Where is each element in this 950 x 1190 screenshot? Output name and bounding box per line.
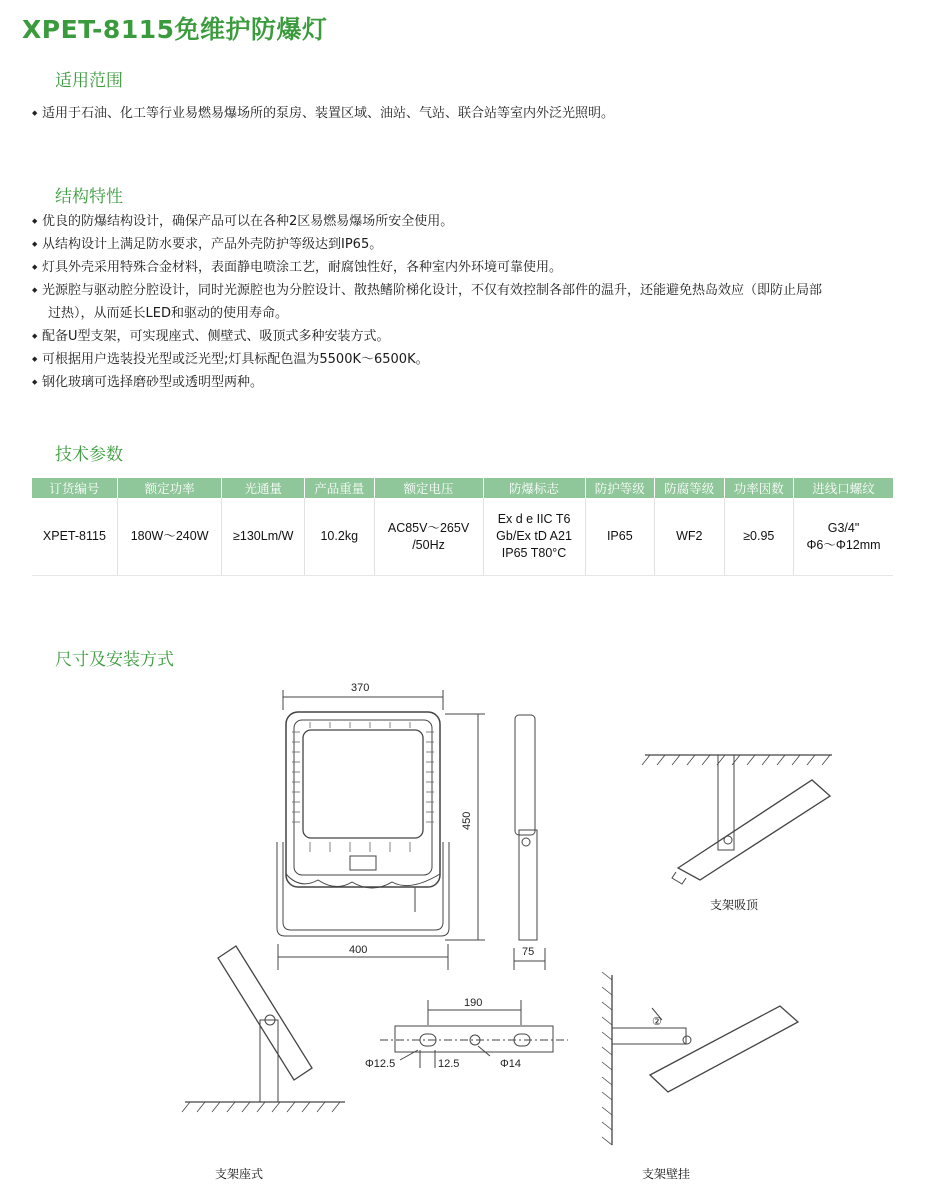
cell-line: G3/4"	[827, 520, 860, 535]
cell-line: ≥130Lm/W	[233, 529, 294, 543]
front-view	[277, 690, 485, 970]
page-title: XPET-8115免维护防爆灯	[22, 15, 328, 44]
dim-top-width: 370	[351, 682, 370, 694]
table-cell	[794, 498, 893, 576]
column-header: 额定电压	[374, 478, 483, 498]
list-item: ◆ 适用于石油、化工等行业易燃易爆场所的泵房、装置区域、油站、气站、联合站等室内外泛光照明。	[32, 102, 614, 125]
cell-line: IP65	[606, 529, 633, 543]
wall-mount	[602, 972, 798, 1145]
cell-line: 10.2kg	[320, 529, 359, 543]
table-cell	[32, 498, 117, 576]
dim-hole-dia: Φ14	[500, 1058, 522, 1070]
column-header: 光通量	[222, 478, 305, 498]
continuation-text: 过热），从而延长LED和驱动的使用寿命。	[48, 306, 288, 321]
column-header: 防腐等级	[655, 478, 725, 498]
table-cell	[374, 498, 483, 576]
cell-line: XPET-8115	[42, 529, 106, 543]
dim-bottom-width: 400	[349, 944, 368, 956]
table-cell	[724, 498, 794, 576]
spec-header-row	[32, 478, 893, 498]
list-item: ◆ 灯具外壳采用特殊合金材料，表面静电喷涂工艺，耐腐蚀性好，各种室内外环境可靠使用。	[32, 256, 822, 279]
cell-line: Gb/Ex tD A21	[496, 529, 572, 543]
caption-wall: 支架壁挂	[642, 1167, 691, 1181]
table-cell	[585, 498, 655, 576]
dim-slot-dia: Φ12.5	[365, 1058, 396, 1070]
list-item-continuation	[32, 302, 822, 325]
column-header: 额定功率	[117, 478, 222, 498]
installation-drawing	[0, 670, 950, 1190]
cell-line: 180W～240W	[130, 529, 209, 543]
cell-line: WF2	[676, 529, 703, 543]
table-cell	[222, 498, 305, 576]
section-heading-scope: 适用范围	[55, 71, 123, 91]
side-view	[514, 715, 545, 970]
column-header: 产品重量	[305, 478, 375, 498]
dim-slot-gap: 12.5	[438, 1058, 460, 1070]
bracket-detail	[380, 1000, 568, 1068]
floor-mount	[182, 946, 345, 1112]
table-cell	[655, 498, 725, 576]
cell-line: IP65 T80°C	[501, 546, 567, 560]
fin-pattern	[292, 722, 434, 852]
list-item: ◆ 钢化玻璃可选择磨砂型或透明型两种。	[32, 371, 822, 394]
section-heading-install: 尺寸及安装方式	[55, 650, 174, 670]
section-heading-params: 技术参数	[55, 445, 123, 465]
cell-line: Φ6～Φ12mm	[806, 537, 881, 552]
column-header: 订货编号	[32, 478, 117, 498]
list-item: ◆ 优良的防爆结构设计，确保产品可以在各种2区易燃易爆场所安全使用。	[32, 210, 822, 233]
column-header: 进线口螺纹	[794, 478, 893, 498]
cell-line: AC85V～265V	[387, 520, 470, 535]
cell-line: ≥0.95	[743, 529, 775, 543]
section-heading-structure: 结构特性	[55, 187, 123, 207]
dimension-labels	[349, 682, 662, 1070]
list-item: ◆ 从结构设计上满足防水要求，产品外壳防护等级达到IP65。	[32, 233, 822, 256]
table-cell	[305, 498, 375, 576]
list-item: ◆ 光源腔与驱动腔分腔设计，同时光源腔也为分腔设计、散热鳍阶梯化设计，不仅有效控制各部件的温升，还能避免热岛效应（即防止局部	[32, 279, 822, 302]
dim-bracket-span: 190	[464, 997, 483, 1009]
table-row	[32, 498, 893, 576]
column-header: 防护等级	[585, 478, 655, 498]
caption-ceiling: 支架吸顶	[710, 898, 759, 912]
caption-floor: 支架座式	[215, 1167, 264, 1181]
scope-list	[32, 102, 614, 125]
cell-line: Ex d e IIC T6	[497, 512, 571, 526]
table-cell	[117, 498, 222, 576]
list-item: ◆ 配备U型支架，可实现座式、侧壁式、吸顶式多种安装方式。	[32, 325, 822, 348]
dim-depth: 75	[522, 946, 535, 958]
list-item: ◆ 可根据用户选装投光型或泛光型;灯具标配色温为5500K～6500K。	[32, 348, 822, 371]
ceiling-mount	[642, 755, 832, 884]
column-header: 防爆标志	[483, 478, 585, 498]
table-cell	[483, 498, 585, 576]
dim-height: 450	[461, 811, 473, 830]
callout-number: ②	[652, 1016, 662, 1028]
spec-table	[32, 478, 893, 576]
column-header: 功率因数	[724, 478, 794, 498]
cell-line: /50Hz	[412, 537, 445, 552]
structure-list	[32, 210, 822, 394]
